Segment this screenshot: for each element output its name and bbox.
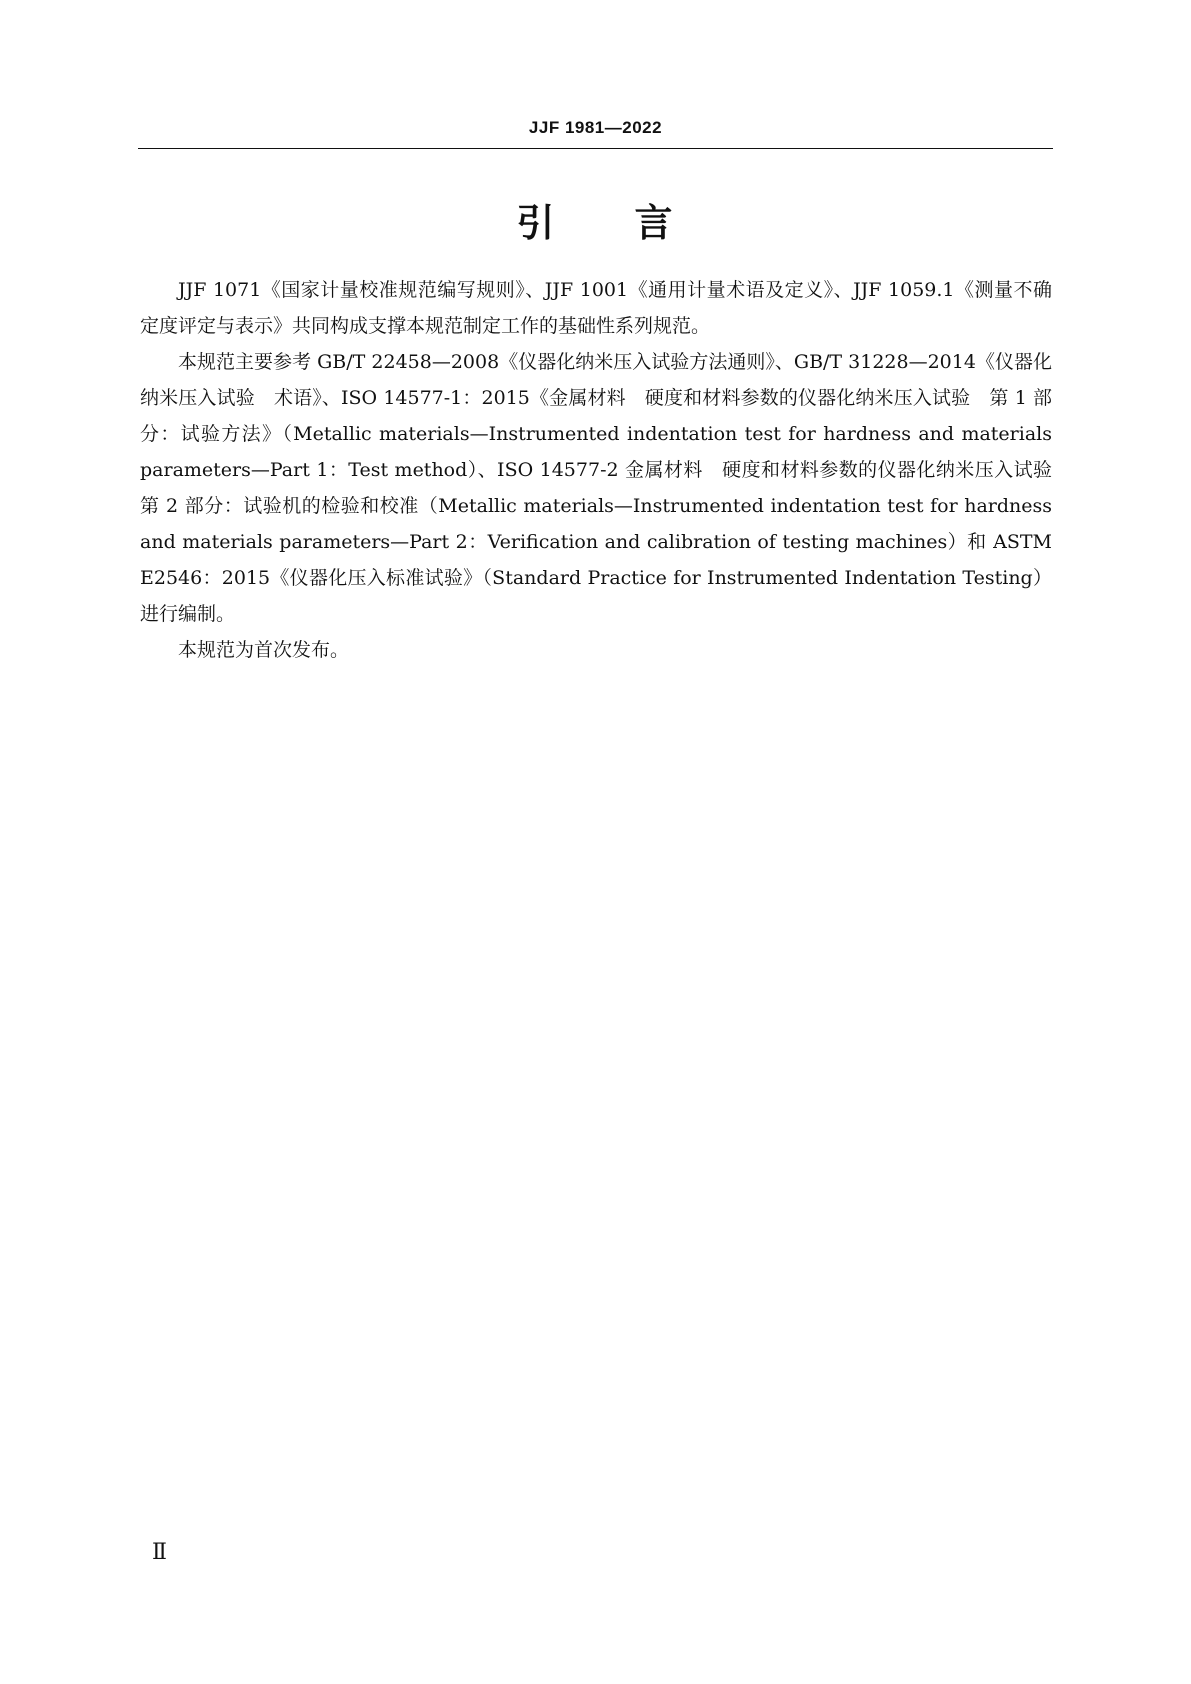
standard-code-header: JJF 1981—2022 (528, 118, 663, 137)
title-char-1: 引 (516, 201, 557, 245)
paragraph-3: 本规范为首次发布。 (178, 639, 350, 661)
title-char-2: 言 (634, 201, 675, 245)
page-number: Ⅱ (152, 1540, 167, 1565)
paragraph-1: JJF 1071《国家计量校准规范编写规则》、JJF 1001《通用计量术语及定义》、JJF 1059.1《测量不确定度评定与表示》共同构成支撑本规范制定工作的基础性系列规范。 (140, 279, 1052, 337)
page-title (0, 192, 1191, 247)
introduction-body (140, 272, 1072, 668)
header-divider (138, 148, 1053, 149)
paragraph-2: 本规范主要参考 GB/T 22458—2008《仪器化纳米压入试验方法通则》、GB/T 31228—2014《仪器化纳米压入试验 术语》、ISO 14577-1：2015《金属材料 硬度和材料参数的仪器化纳米压入试验 第 1 部分：试验方法》（Metallic materials—Instrumented indentation test for hardness and materials parameters—Part 1：Test method）、ISO 14577-2 金属材料 硬度和材料参数的仪器化纳米压入试验 第 2 部分：试验机的检验和校准（Metallic materials—Instrumented indentation test for hardness and materials parameters—Part 2：Verification and calibration of testing machines）和 ASTM E2546：2015《仪器化压入标准试验》（Standard Practice for Instrumented Indentation Testing）进行编制。 (140, 351, 1072, 625)
